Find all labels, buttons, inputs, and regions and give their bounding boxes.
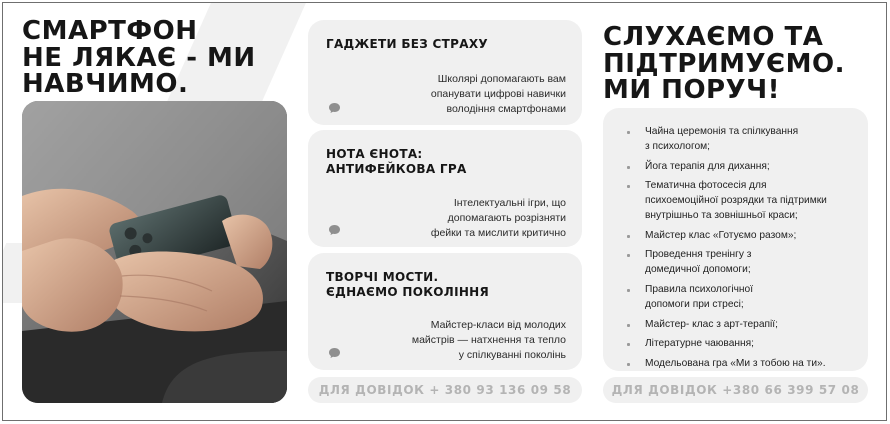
- list-item: Майстер- клас з арт-терапії;: [621, 318, 861, 333]
- list-item: Йога терапія для дихання;: [621, 160, 861, 175]
- list-item: Літературне чаювання;: [621, 337, 861, 352]
- card-antifake-game: [308, 130, 582, 247]
- photo-illustration: [22, 101, 287, 403]
- list-item: Модельована гра «Ми з тобою на ти».: [621, 357, 861, 372]
- list-item: Проведення тренінгу з домедичної допомоги;: [621, 248, 861, 278]
- card-description: Школярі допомагають вам опанувати цифрові навички володіння смартфонами: [430, 73, 566, 116]
- right-headline: СЛУХАЄМО ТА ПІДТРИМУЄМО. МИ ПОРУЧ!: [603, 22, 845, 106]
- left-headline: СМАРТФОН НЕ ЛЯКАЄ - МИ НАВЧИМО.: [22, 16, 256, 100]
- list-item: Майстер клас «Готуємо разом»;: [621, 229, 861, 244]
- card-title: НОТА ЄНОТА: АНТИФЕЙКОВА ГРА: [326, 147, 467, 176]
- card-gadgets-without-fear: [308, 20, 582, 125]
- support-activities-card: [603, 108, 868, 371]
- chat-bubble-icon: [328, 102, 341, 114]
- card-description: Майстер-класи від молодих майстрів — натхнення та тепло у спілкуванні поколінь: [411, 319, 566, 362]
- chat-bubble-icon: [328, 347, 341, 359]
- hands-holding-smartphone-photo: [22, 101, 287, 403]
- card-title: ГАДЖЕТИ БЕЗ СТРАХУ: [326, 37, 488, 51]
- contact-phone-left: ДЛЯ ДОВІДОК + 380 93 136 09 58: [308, 377, 582, 403]
- list-item: Чайна церемонія та спілкування з психологом;: [621, 125, 861, 155]
- card-title: ТВОРЧІ МОСТИ. ЄДНАЄМО ПОКОЛІННЯ: [326, 270, 490, 299]
- card-description: Інтелектуальні ігри, що допомагають розрізняти фейки та мислити критично: [430, 197, 566, 240]
- support-activities-list: [621, 125, 861, 377]
- chat-bubble-icon: [328, 224, 341, 236]
- card-creative-bridges: [308, 253, 582, 370]
- list-item: Тематична фотосесія для психоемоційної розрядки та підтримки внутрішньо та зовнішньої краси;: [621, 179, 861, 223]
- list-item: Правила психологічної допомоги при стресі;: [621, 283, 861, 313]
- contact-phone-right: ДЛЯ ДОВІДОК +380 66 399 57 08: [603, 377, 868, 403]
